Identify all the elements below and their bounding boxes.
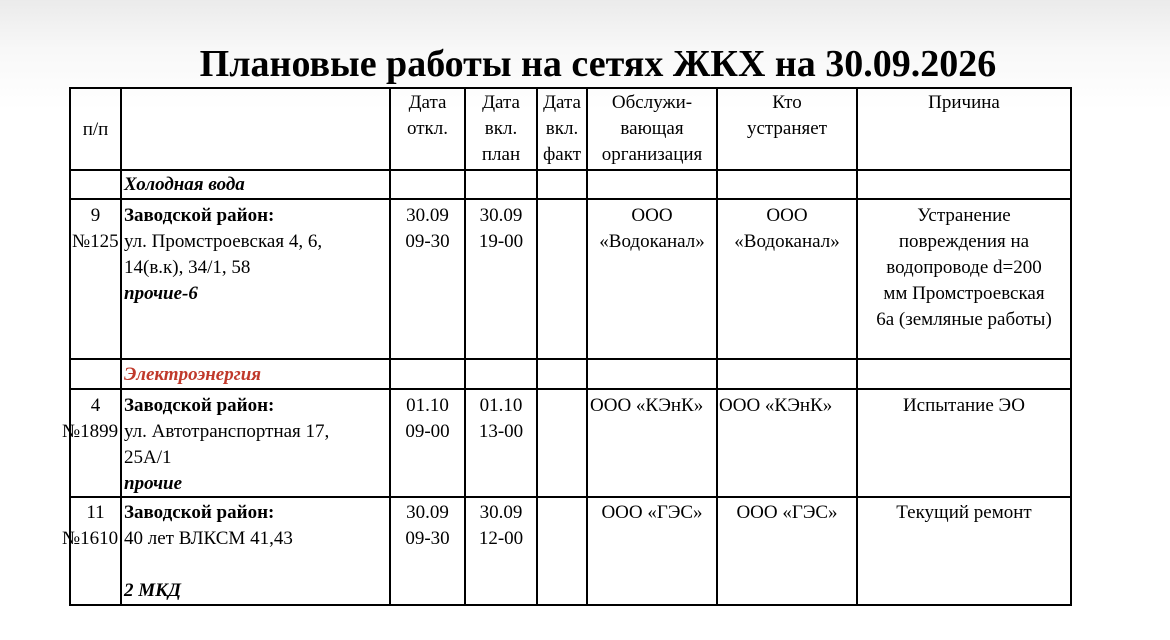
row-id: №125 (72, 231, 119, 252)
row-id: №1899 (62, 421, 119, 442)
header-reason: Причина (928, 92, 1000, 113)
row-on-plan: 30.09 12-00 (478, 502, 524, 549)
header-org: Обслужи- вающая организация (601, 92, 703, 165)
row-on-plan: 30.09 19-00 (478, 205, 524, 252)
row-org: ООО «Водоканал» (599, 205, 705, 252)
row-id: №1610 (62, 528, 119, 549)
row-off-date: 01.10 09-00 (405, 395, 450, 442)
row-number: 9 (90, 205, 101, 226)
row-address: Заводской район: 40 лет ВЛКСМ 41,43 2 МКД (124, 502, 293, 601)
row-reason: Устранение повреждения на водопроводе d=200 мм Промстроевская 6а (земляные работы) (876, 205, 1052, 330)
header-fixer: Кто устраняет (746, 92, 828, 139)
header-num: п/п (82, 119, 109, 140)
row-reason: Испытание ЭО (902, 395, 1026, 416)
row-org: ООО «ГЭС» (601, 502, 703, 523)
row-address: Заводской район: ул. Автотранспортная 17, 25А/1 прочие (124, 395, 330, 494)
row-fixer: ООО «ГЭС» (736, 502, 838, 523)
row-reason: Текущий ремонт (896, 502, 1032, 523)
page-title: Плановые работы на сетях ЖКХ на 30.09.2026 (199, 43, 997, 85)
header-off-date: Дата откл. (406, 92, 448, 139)
row-org: ООО «КЭнК» (590, 395, 704, 416)
section-title-electricity: Электроэнергия (124, 364, 262, 385)
row-address: Заводской район: ул. Промстроевская 4, 6, 14(в.к), 34/1, 58 прочие-6 (124, 205, 323, 304)
header-on-plan: Дата вкл. план (481, 92, 521, 165)
row-fixer: ООО «Водоканал» (734, 205, 840, 252)
section-title-cold-water: Холодная вода (124, 174, 245, 195)
row-off-date: 30.09 09-30 (405, 205, 450, 252)
header-on-fact: Дата вкл. факт (542, 92, 582, 165)
row-fixer: ООО «КЭнК» (719, 395, 833, 416)
row-off-date: 30.09 09-30 (405, 502, 450, 549)
row-number: 4 (90, 395, 101, 416)
row-on-plan: 01.10 13-00 (478, 395, 524, 442)
row-number: 11 (86, 502, 105, 523)
